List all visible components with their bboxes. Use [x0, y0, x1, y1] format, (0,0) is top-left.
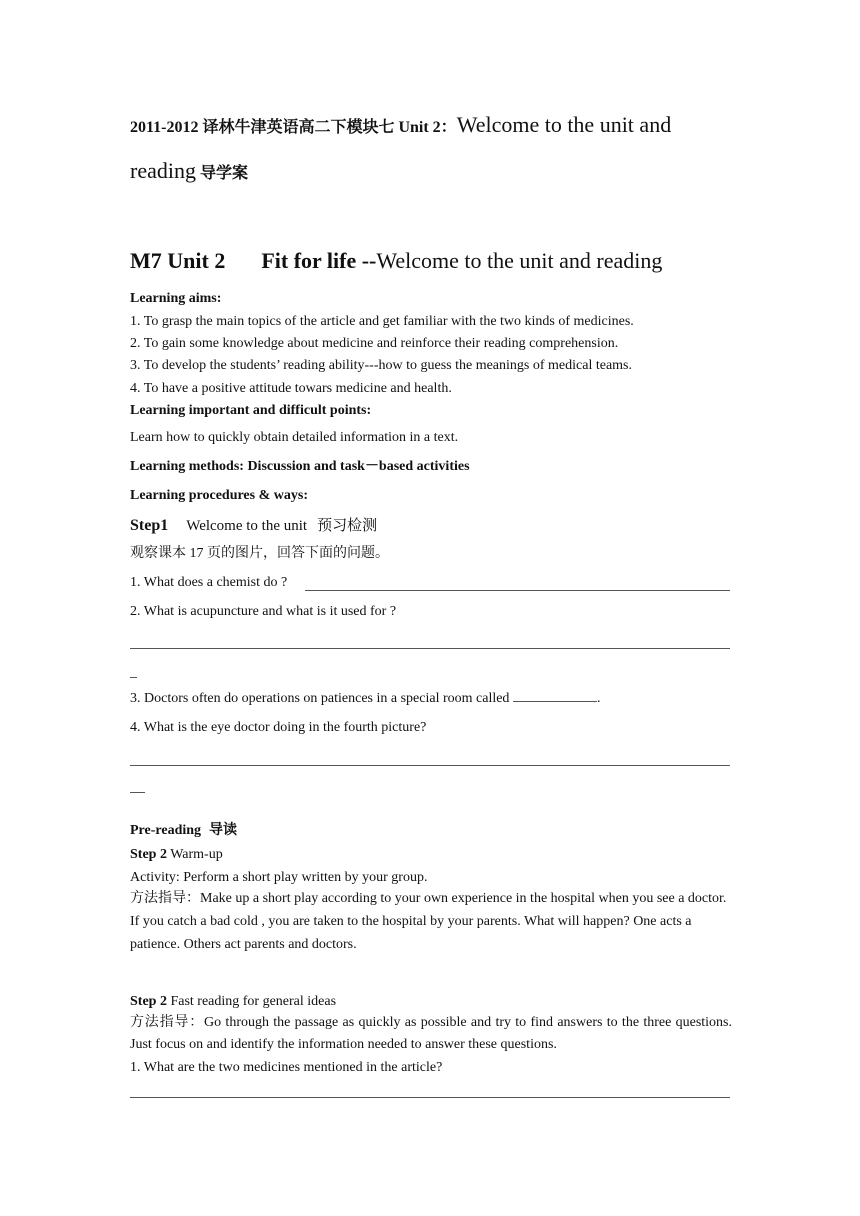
- step1-question-4: 4. What is the eye doctor doing in the fourth picture?: [130, 720, 427, 735]
- question-3-end: .: [596, 691, 601, 706]
- step1-question-1: [130, 574, 287, 592]
- answer-line-q1: [305, 590, 730, 591]
- step1-label: Step1: [130, 517, 169, 534]
- unit-heading-bold: Fit for life --: [261, 248, 377, 273]
- title-line2b: 导学案: [195, 165, 248, 182]
- prereading-heading: [130, 822, 237, 840]
- step2-warmup-heading: [130, 846, 223, 864]
- answer-line-fastreading-q1: [130, 1097, 730, 1098]
- step1-cn: 预习检测: [317, 518, 378, 534]
- step2-warmup-method-label: 方法指导：: [130, 891, 200, 906]
- unit-heading: [130, 248, 662, 274]
- question-3-text: 3. Doctors often do operations on patiences in a special room called: [130, 691, 513, 706]
- methods-label: Learning methods: Discussion and task－based activities: [130, 459, 470, 474]
- step2-fastreading-heading: [130, 993, 336, 1011]
- aims-label: Learning aims:: [130, 291, 222, 306]
- unit-heading-rest: Welcome to the unit and reading: [376, 248, 663, 273]
- step1-instruction: 观察课本 17 页的图片，回答下面的问题。: [130, 546, 389, 561]
- aims-item-3: 3. To develop the students’ reading ability---how to guess the meanings of medical teams.: [130, 358, 632, 373]
- important-label: Learning important and difficult points:: [130, 403, 372, 418]
- step2-fastreading-method: [130, 1012, 732, 1056]
- step2-warmup-label: Step 2: [130, 847, 167, 862]
- step2-fastreading-question-1: 1. What are the two medicines mentioned in the article?: [130, 1060, 443, 1075]
- prereading-label: Pre-reading: [130, 823, 202, 838]
- aims-item-2: 2. To gain some knowledge about medicine and reinforce their reading comprehension.: [130, 336, 619, 351]
- unit-code: M7 Unit 2: [130, 248, 226, 273]
- title-part1: 2011-2012 译林牛津英语高二下模块七 Unit 2：: [130, 119, 457, 136]
- answer-line-q4: [130, 765, 730, 766]
- prereading-cn: 导读: [209, 823, 238, 838]
- step2-fastreading-method-text: Go through the passage as quickly as possible and try to find answers to the three questions. Just focus on and identify the information needed to answer these questions.: [130, 1015, 733, 1052]
- step2-warmup-title: Warm-up: [166, 847, 223, 862]
- step1-question-2: 2. What is acupuncture and what is it used for ?: [130, 604, 397, 619]
- step2-warmup-method: [130, 887, 732, 956]
- document-title-line1: [130, 112, 671, 138]
- step2-fastreading-label: Step 2: [130, 994, 167, 1009]
- aims-item-1: 1. To grasp the main topics of the article and get familiar with the two kinds of medicines.: [130, 314, 634, 329]
- step1-title: Welcome to the unit: [186, 518, 308, 534]
- title-line2a: reading: [130, 158, 196, 183]
- title-part2: Welcome to the unit and: [456, 112, 672, 137]
- aims-item-4: 4. To have a positive attitude towars medicine and health.: [130, 381, 452, 396]
- answer-line-q2: [130, 648, 730, 649]
- procedures-label: Learning procedures & ways:: [130, 488, 308, 503]
- answer-line-q2-tail: [130, 677, 137, 678]
- step1-question-3: [130, 690, 600, 708]
- important-text: Learn how to quickly obtain detailed information in a text.: [130, 430, 459, 445]
- step1-heading: [130, 514, 377, 535]
- document-title-line2: [130, 158, 248, 184]
- step2-fastreading-method-label: 方法指导：: [130, 1015, 205, 1030]
- answer-line-q4-tail: [130, 792, 145, 793]
- step2-warmup-activity: Activity: Perform a short play written by your group.: [130, 870, 428, 885]
- question-1-text: 1. What does a chemist do ?: [130, 575, 288, 590]
- step2-fastreading-title: Fast reading for general ideas: [166, 994, 337, 1009]
- answer-blank-q3: [513, 701, 597, 702]
- step2-warmup-method-text: Make up a short play according to your own experience in the hospital when you see a doctor. If you catch a bad cold , you are taken to the hospital by your parents. What will happen? One acts a patience. Others act parents and doctors.: [130, 891, 727, 952]
